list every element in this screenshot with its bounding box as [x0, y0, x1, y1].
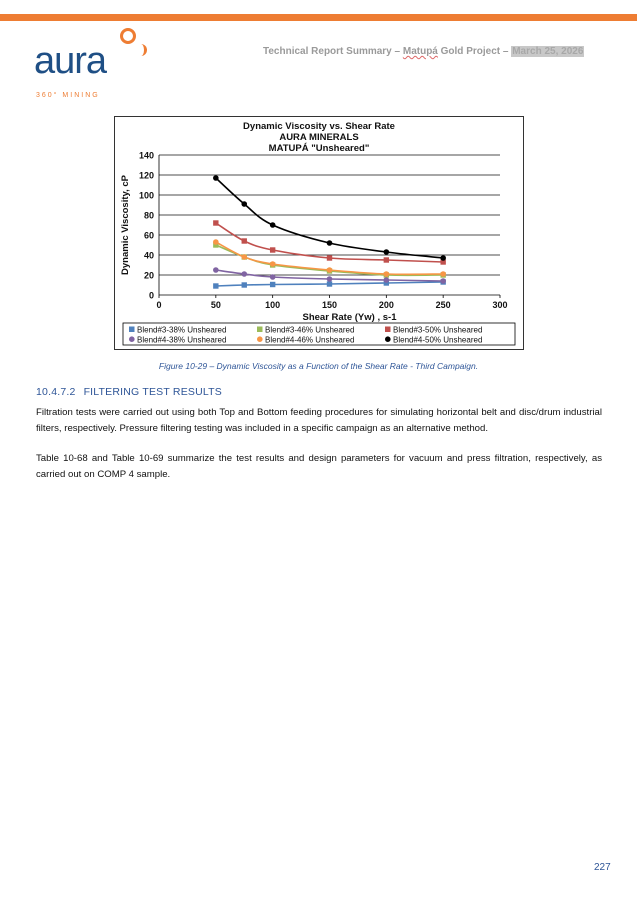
legend-marker: [385, 336, 391, 342]
data-point-square: [213, 283, 218, 288]
data-point-circle: [384, 277, 390, 283]
legend-label: Blend#4-50% Unsheared: [393, 335, 483, 345]
data-point-circle: [384, 249, 390, 255]
data-point-square: [213, 220, 218, 225]
page-number: 227: [594, 862, 611, 873]
data-point-circle: [213, 175, 219, 181]
paragraph-tables: Table 10-68 and Table 10-69 summarize the test results and design parameters for vacuum and press filtration, respectively, as carried out on COMP 4 sample.: [36, 453, 602, 480]
y-tick-label: 140: [138, 150, 154, 161]
legend-marker: [257, 336, 263, 342]
x-tick-label: 50: [210, 300, 221, 310]
data-point-square: [242, 282, 247, 287]
data-point-square: [327, 255, 332, 260]
data-point-circle: [241, 201, 247, 207]
section-heading: [36, 386, 222, 398]
data-point-circle: [327, 240, 333, 246]
figure-caption: Figure 10-29 – Dynamic Viscosity as a Function of the Shear Rate - Third Campaign.: [158, 361, 479, 371]
legend-marker: [385, 327, 391, 333]
legend-label: Blend#3-50% Unsheared: [393, 325, 483, 335]
logo-text: aura: [34, 40, 107, 82]
data-point-circle: [327, 267, 333, 273]
legend-marker: [129, 336, 135, 342]
legend-marker: [129, 327, 135, 333]
data-point-circle: [440, 271, 446, 277]
legend-label: Blend#3-46% Unsheared: [265, 325, 355, 335]
data-point-circle: [213, 239, 219, 245]
document-header: [263, 46, 584, 57]
x-tick-label: 250: [435, 300, 451, 310]
logo-arc-icon: [134, 44, 147, 56]
data-point-circle: [241, 254, 247, 260]
aura-logo: [34, 26, 154, 99]
x-tick-label: 300: [492, 300, 508, 310]
data-point-circle: [440, 278, 446, 284]
legend-marker: [257, 327, 263, 333]
data-point-square: [384, 257, 389, 262]
y-tick-label: 100: [138, 190, 154, 201]
logo-dot-icon: [120, 28, 136, 44]
y-tick-label: 80: [143, 210, 154, 221]
data-point-square: [270, 282, 275, 287]
chart-subtitle-company: AURA MINERALS: [279, 132, 359, 143]
y-tick-label: 60: [143, 230, 154, 241]
y-tick-label: 20: [143, 270, 154, 281]
x-tick-label: 100: [265, 300, 281, 310]
viscosity-chart: [114, 116, 524, 350]
y-tick-label: 0: [148, 290, 154, 301]
data-point-circle: [440, 255, 446, 261]
x-axis-label: Shear Rate (Yw) , s-1: [302, 312, 397, 323]
data-point-circle: [384, 271, 390, 277]
header-title-part2: Gold Project –: [437, 46, 512, 57]
chart-plot: [115, 117, 523, 349]
data-point-square: [270, 247, 275, 252]
data-point-circle: [270, 222, 276, 228]
legend-label: Blend#3-38% Unsheared: [137, 325, 227, 335]
data-point-square: [242, 238, 247, 243]
section-number: 10.4.7.2: [36, 386, 76, 398]
header-title-project: Matupá: [402, 46, 438, 57]
x-tick-label: 200: [378, 300, 394, 310]
chart-title: Dynamic Viscosity vs. Shear Rate: [243, 121, 395, 132]
data-point-circle: [327, 276, 333, 282]
logo-tagline: 360° MINING: [36, 92, 100, 99]
header-accent-bar: [0, 14, 637, 21]
x-tick-label: 0: [156, 300, 162, 310]
data-point-square: [327, 281, 332, 286]
legend-label: Blend#4-46% Unsheared: [265, 335, 355, 345]
data-point-circle: [270, 274, 276, 280]
data-point-circle: [241, 271, 247, 277]
y-axis-label: Dynamic Viscosity, cP: [120, 175, 131, 275]
header-date: March 25, 2026: [512, 46, 584, 57]
legend-label: Blend#4-38% Unsheared: [137, 335, 227, 345]
section-title: FILTERING TEST RESULTS: [83, 386, 222, 398]
header-title-part1: Technical Report Summary –: [263, 46, 403, 57]
y-tick-label: 120: [138, 170, 154, 181]
data-point-circle: [270, 261, 276, 267]
paragraph-filtration: Filtration tests were carried out using both Top and Bottom feeding procedures for simulating horizontal belt and disc/drum industrial filters, respectively. Pressure filtering testing was included in a specific campaign as an alternative method.: [36, 407, 602, 434]
series-line-5: [216, 178, 443, 258]
y-tick-label: 40: [143, 250, 154, 261]
data-point-circle: [213, 267, 219, 273]
chart-subtitle-project: MATUPÁ "Unsheared": [268, 143, 370, 154]
x-tick-label: 150: [321, 300, 338, 310]
